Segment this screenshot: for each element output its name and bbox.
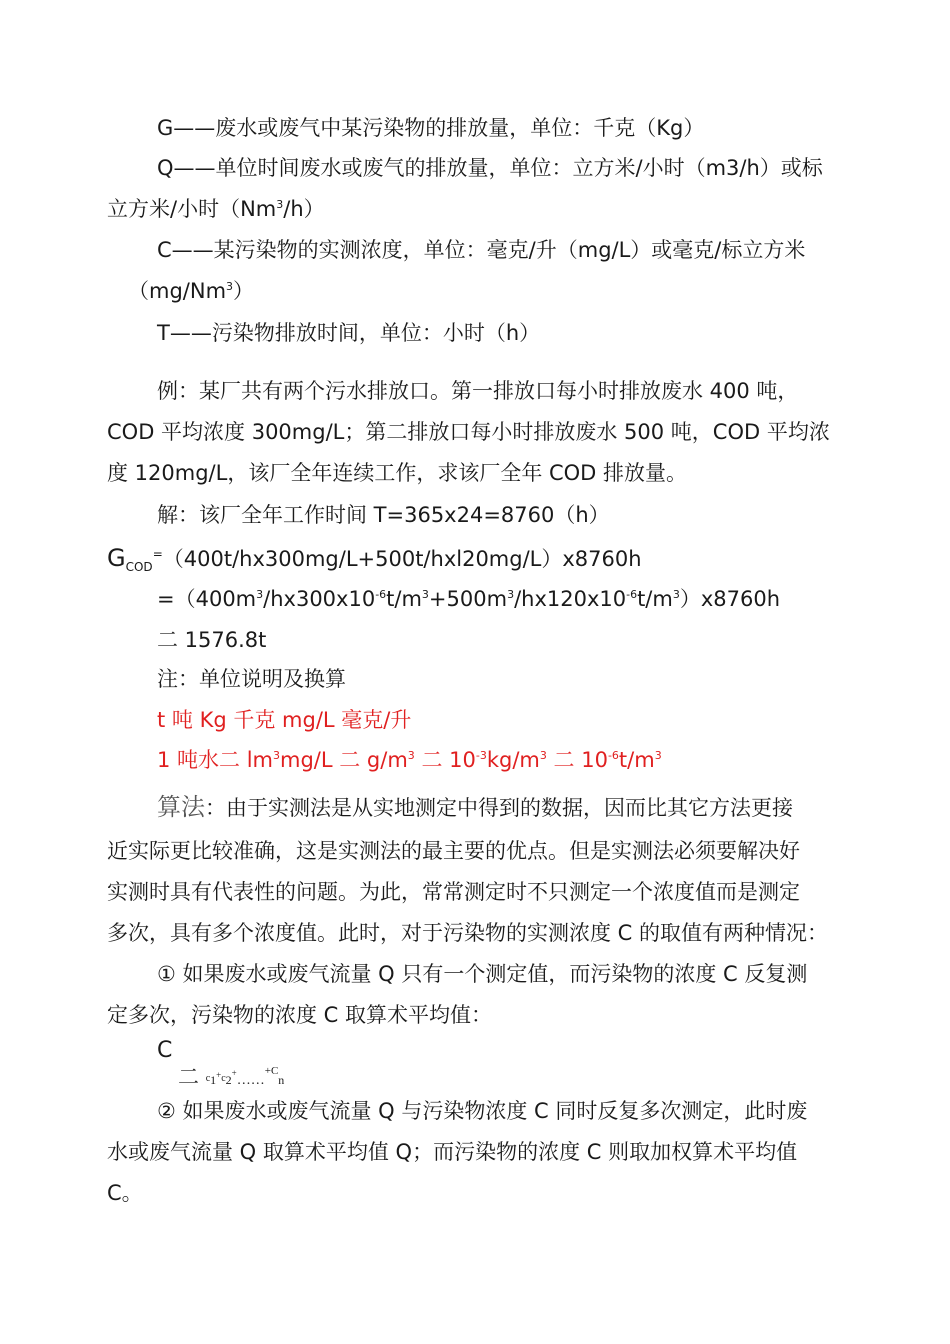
example-line3: 度 120mg/L，该厂全年连续工作，求该厂全年 COD 排放量。 [107,461,688,485]
formula-term: c [221,1073,226,1084]
formula-sup: 3 [256,588,264,601]
definition-c-line2 [128,278,254,304]
formula-part: t/m [637,587,673,611]
case1-line1: ① 如果废水或废气流量 Q 只有一个测定值，而污染物的浓度 C 反复测 [157,962,808,986]
formula-sup: -6 [375,588,387,601]
formula-dots: …… [236,1073,265,1088]
algorithm-line3: 实测时具有代表性的问题。为此，常常测定时不只测定一个浓度值而是测定 [107,880,800,904]
conv-sup: 3 [407,749,415,762]
definition-q-line2 [107,196,325,222]
solution-g-formula [107,544,642,575]
formula-part: /hx120x10 [514,587,627,611]
formula-part: +500m [428,587,508,611]
q-unit-text: 立方米/小时（Nm [107,197,277,221]
formula-equals: 二 [178,1065,199,1089]
conv-sup: 3 [539,749,547,762]
c-unit-end: ） [233,279,255,303]
conv-part: kg/m [486,748,540,772]
case2-line2: 水或废气流量 Q 取算术平均值 Q；而污染物的浓度 C 则取加权算术平均值 [107,1140,798,1164]
algorithm-line1 [157,795,793,821]
definition-g: G——废水或废气中某污染物的排放量，单位：千克（Kg） [157,116,705,140]
formula-part: =（400m [157,587,257,611]
case2-line1: ② 如果废水或废气流量 Q 与污染物浓度 C 同时反复多次测定，此时废 [157,1099,808,1123]
formula-sub: 1 [210,1073,217,1087]
conv-sup: -3 [475,749,487,762]
formula-part: ）x8760h [679,587,781,611]
formula-sup: 3 [507,588,515,601]
solution-line1: 解：该厂全年工作时间 T=365x24=8760（h） [157,503,610,527]
solution-result: 二 1576.8t [157,628,267,652]
conv-part: 二 10 [546,748,608,772]
formula-sup: 3 [672,588,680,601]
formula-sup: -6 [626,588,638,601]
formula-term: +C [264,1065,279,1077]
definition-q-line1: Q——单位时间废水或废气的排放量，单位：立方米/小时（m3/h）或标 [157,156,823,180]
formula-sub: 2 [225,1073,232,1087]
example-line1: 例：某厂共有两个污水排放口。第一排放口每小时排放废水 400 吨， [157,379,799,403]
definition-c-line1: C——某污染物的实测浓度，单位：毫克/升（mg/L）或毫克/标立方米 [157,238,806,262]
conv-part: 二 10 [414,748,476,772]
formula-plus: + [231,1068,237,1078]
conv-sup: -6 [607,749,619,762]
formula-plus: + [216,1070,222,1080]
note-units-line: t 吨 Kg 千克 mg/L 毫克/升 [157,708,412,732]
conv-sup: 3 [273,749,281,762]
algorithm-text: ：由于实测法是从实地测定中得到的数据，因而比其它方法更接 [205,796,793,820]
conv-sup: 3 [654,749,662,762]
conv-part: t/m [618,748,655,772]
formula-sup: 3 [421,588,429,601]
definition-t: T——污染物排放时间，单位：小时（h） [157,321,541,345]
example-line2: COD 平均浓度 300mg/L；第二排放口每小时排放废水 500 吨，COD 平均浓 [107,420,830,444]
algorithm-line2: 近实际更比较准确，这是实测法的最主要的优点。但是实测法必须要解决好 [107,839,800,863]
conv-part: 1 吨水二 lm [157,748,274,772]
c-unit-text: （mg/Nm [128,279,227,303]
formula-sub: n [278,1073,285,1087]
formula-term: c [205,1073,211,1084]
q-unit-end: /h） [283,197,325,221]
note-conversion-line [157,747,662,773]
g-superscript: = [152,547,163,561]
c-unit-sup: 3 [226,280,234,293]
mean-formula-c: C [157,1038,173,1063]
case1-line2: 定多次，污染物的浓度 C 取算术平均值： [107,1003,493,1027]
mean-formula [178,1058,284,1094]
note-title: 注：单位说明及换算 [157,667,346,691]
conv-part: mg/L 二 g/m [280,748,408,772]
g-symbol: G [107,544,126,572]
q-unit-sup: 3 [276,198,284,211]
formula-part: /hx300x10 [263,587,376,611]
case2-line3: C。 [107,1181,143,1205]
solution-line3 [157,586,780,612]
algorithm-line4: 多次，具有多个浓度值。此时，对于污染物的实测浓度 C 的取值有两种情况： [107,921,829,945]
g-subscript: COD [125,560,153,575]
algorithm-label: 算法 [157,795,205,821]
formula-part: t/m [386,587,422,611]
g-formula-rest: （400t/hx300mg/L+500t/hxl20mg/L）x8760h [162,547,642,571]
